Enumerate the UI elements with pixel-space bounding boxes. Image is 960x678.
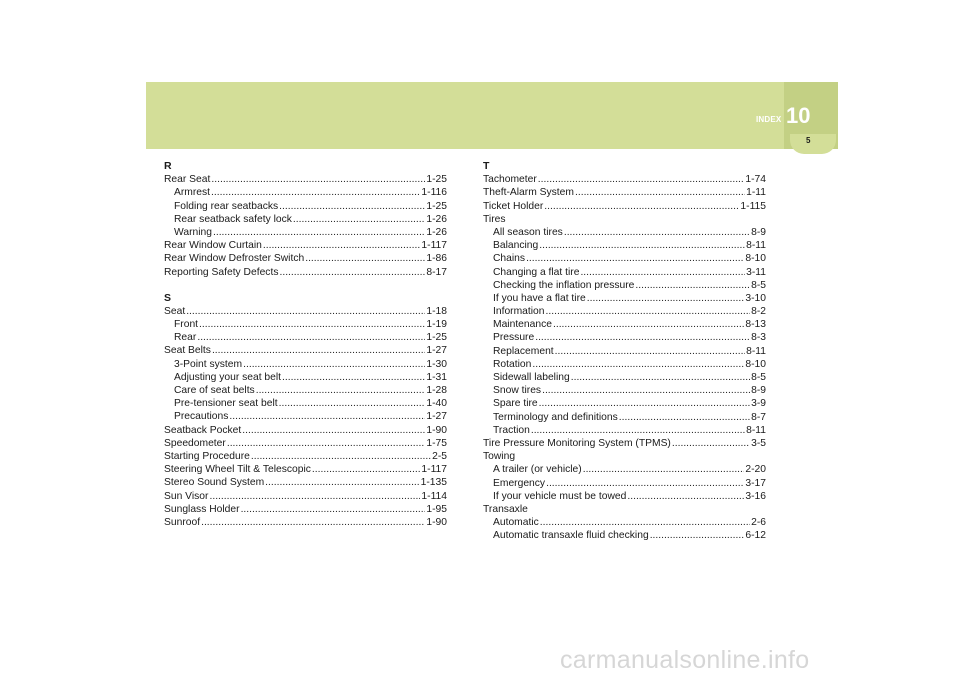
index-entry: Tachometer ..... 1-74 (483, 173, 766, 186)
index-column-left (164, 160, 447, 529)
index-subentry: 3-Point system ..... 1-30 (164, 358, 447, 371)
index-subentry: Traction ..... 8-11 (483, 424, 766, 437)
index-subentry: Automatic transaxle fluid checking ..... 6-12 (483, 529, 766, 542)
index-subentry: Replacement ..... 8-11 (483, 345, 766, 358)
index-entry: Steering Wheel Tilt & Telescopic ..... 1-117 (164, 463, 447, 476)
index-subentry: Pre-tensioner seat belt ..... 1-40 (164, 397, 447, 410)
index-subentry: Adjusting your seat belt ..... 1-31 (164, 371, 447, 384)
header-band (146, 82, 838, 149)
index-entry: Speedometer ..... 1-75 (164, 437, 447, 450)
section-gap (164, 279, 447, 292)
index-heading: Towing (483, 451, 516, 463)
index-column-right (483, 160, 766, 542)
index-entry: Sunroof ..... 1-90 (164, 516, 447, 529)
index-subentry: Automatic ..... 2-6 (483, 516, 766, 529)
index-entry: Sunglass Holder ..... 1-95 (164, 503, 447, 516)
index-subentry: Snow tires ..... 8-9 (483, 384, 766, 397)
index-subentry: If you have a flat tire ..... 3-10 (483, 292, 766, 305)
index-entry: Sun Visor ..... 1-114 (164, 490, 447, 503)
index-entry: Stereo Sound System ..... 1-135 (164, 476, 447, 489)
index-subentry: A trailer (or vehicle) ..... 2-20 (483, 463, 766, 476)
watermark: carmanualsonline.info (560, 646, 810, 674)
index-subentry: Rotation ..... 8-10 (483, 358, 766, 371)
index-subentry: Checking the inflation pressure ..... 8-5 (483, 279, 766, 292)
index-subentry: Chains ..... 8-10 (483, 252, 766, 265)
index-subentry: Balancing ..... 8-11 (483, 239, 766, 252)
index-subentry: Changing a flat tire ..... 3-11 (483, 266, 766, 279)
page-number: 5 (806, 136, 811, 145)
section-letter-t: T (483, 160, 490, 172)
index-subentry: Front ..... 1-19 (164, 318, 447, 331)
index-entry: Ticket Holder ..... 1-115 (483, 200, 766, 213)
index-subentry: Emergency ..... 3-17 (483, 477, 766, 490)
index-subentry: Pressure ..... 8-3 (483, 331, 766, 344)
index-subentry: Warning ..... 1-26 (164, 226, 447, 239)
index-subentry: Folding rear seatbacks ..... 1-25 (164, 200, 447, 213)
index-subentry: All season tires ..... 8-9 (483, 226, 766, 239)
index-entry: Seat ..... 1-18 (164, 305, 447, 318)
index-subentry: If your vehicle must be towed ..... 3-16 (483, 490, 766, 503)
chapter-label: INDEX (756, 115, 782, 124)
chapter-number: 10 (786, 103, 811, 128)
index-entry: Starting Procedure ..... 2-5 (164, 450, 447, 463)
index-subentry: Sidewall labeling ..... 8-5 (483, 371, 766, 384)
index-heading: Tires (483, 213, 506, 225)
index-subentry: Rear seatback safety lock ..... 1-26 (164, 213, 447, 226)
index-entry: Rear Seat ..... 1-25 (164, 173, 447, 186)
page-tab (790, 134, 836, 154)
index-subentry: Armrest ..... 1-116 (164, 186, 447, 199)
index-entry: Reporting Safety Defects ..... 8-17 (164, 266, 447, 279)
section-letter-s: S (164, 291, 172, 304)
index-subentry: Maintenance ..... 8-13 (483, 318, 766, 331)
index-subentry: Spare tire ..... 3-9 (483, 397, 766, 410)
index-subentry: Care of seat belts ..... 1-28 (164, 384, 447, 397)
index-entry: Theft-Alarm System ..... 1-11 (483, 186, 766, 199)
section-letter-r: R (164, 160, 172, 172)
index-entry: Rear Window Defroster Switch ..... 1-86 (164, 252, 447, 265)
index-heading: Transaxle (483, 503, 528, 515)
index-entry: Seat Belts ..... 1-27 (164, 344, 447, 357)
index-subentry: Terminology and definitions ..... 8-7 (483, 411, 766, 424)
index-entry: Tire Pressure Monitoring System (TPMS) ..... 3-5 (483, 437, 766, 450)
index-subentry: Precautions ..... 1-27 (164, 410, 447, 423)
index-entry: Rear Window Curtain ..... 1-117 (164, 239, 447, 252)
index-entry: Seatback Pocket ..... 1-90 (164, 424, 447, 437)
index-subentry: Information ..... 8-2 (483, 305, 766, 318)
index-subentry: Rear ..... 1-25 (164, 331, 447, 344)
